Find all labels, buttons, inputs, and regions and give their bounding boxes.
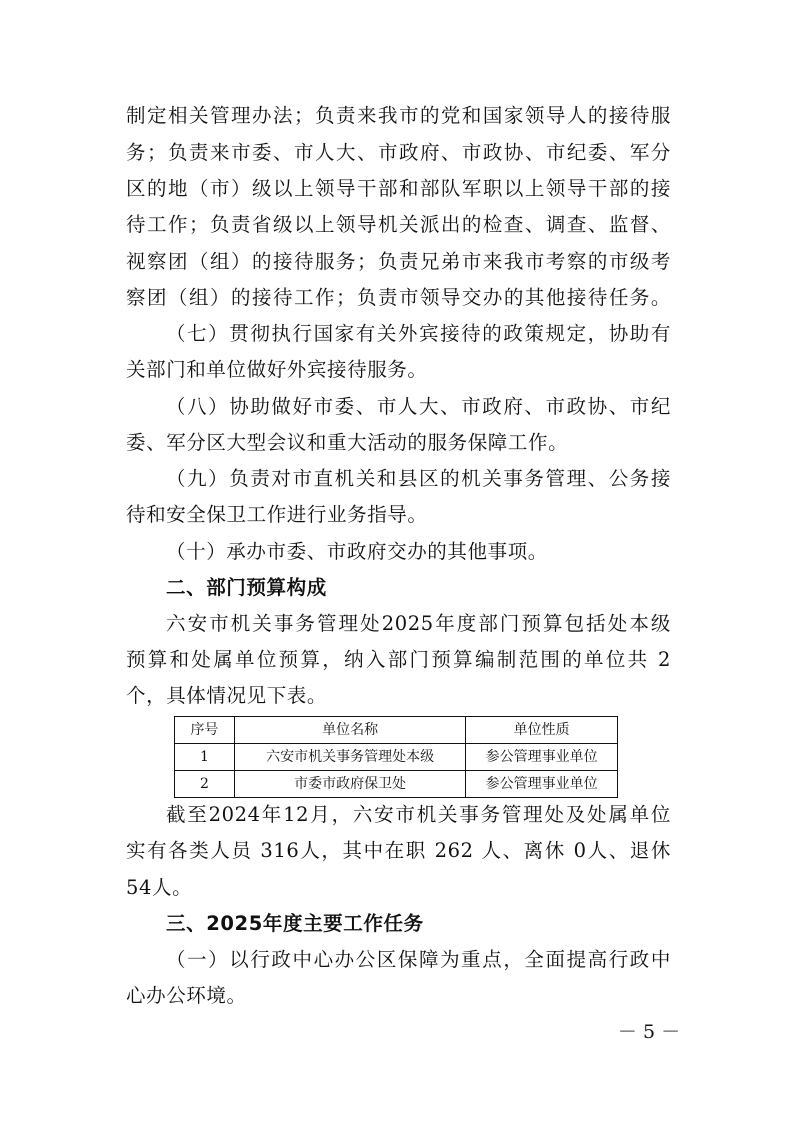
table-cell: 参公管理事业单位 — [466, 744, 618, 771]
paragraph-line: 委、军分区大型会议和重大活动的服务保障工作。 — [126, 431, 569, 454]
paragraph-line: 待工作；负责省级以上领导机关派出的检查、调查、监督、 — [126, 213, 671, 236]
column-header: 单位名称 — [234, 717, 465, 744]
table-cell: 六安市机关事务管理处本级 — [234, 744, 465, 771]
unit-table — [174, 716, 618, 798]
paragraph-line: 察团（组）的接待工作；负责市领导交办的其他接待任务。 — [126, 286, 671, 309]
page-number: － 5 － — [617, 1021, 681, 1043]
paragraph-line: （八）协助做好市委、市人大、市政府、市政协、市纪 — [166, 395, 671, 418]
paragraph-line: 关部门和单位做好外宾接待服务。 — [126, 358, 428, 381]
table-cell: 市委市政府保卫处 — [234, 771, 465, 798]
section-heading: 三、2025年度主要工作任务 — [166, 912, 424, 935]
paragraph-line: 54人。 — [126, 876, 193, 899]
paragraph-line: 区的地（市）级以上领导干部和部队军职以上领导干部的接 — [126, 177, 671, 200]
paragraph-line: 制定相关管理办法；负责来我市的党和国家领导人的接待服 — [126, 104, 671, 127]
paragraph-line: 待和安全保卫工作进行业务指导。 — [126, 503, 428, 526]
column-header: 序号 — [175, 717, 235, 744]
table-row — [175, 771, 618, 798]
paragraph-line: 六安市机关事务管理处2025年度部门预算包括处本级 — [166, 612, 671, 635]
section-heading: 二、部门预算构成 — [166, 576, 327, 599]
paragraph-line: （七）贯彻执行国家有关外宾接待的政策规定，协助有 — [166, 322, 671, 345]
paragraph-line: 截至2024年12月，六安市机关事务管理处及处属单位 — [166, 803, 671, 826]
paragraph-line: 心办公环境。 — [126, 984, 247, 1007]
column-header: 单位性质 — [466, 717, 618, 744]
paragraph-line: 实有各类人员 316人，其中在职 262 人、离休 0人、退休 — [126, 839, 671, 862]
paragraph-line: （九）负责对市直机关和县区的机关事务管理、公务接 — [166, 467, 671, 490]
paragraph-line: （一）以行政中心办公区保障为重点，全面提高行政中 — [166, 948, 671, 971]
table-cell: 2 — [175, 771, 235, 798]
table-row — [175, 744, 618, 771]
paragraph-line: 预算和处属单位预算，纳入部门预算编制范围的单位共 2 — [126, 648, 671, 671]
paragraph-line: 务；负责来市委、市人大、市政府、市政协、市纪委、军分 — [126, 141, 671, 164]
paragraph-line: （十）承办市委、市政府交办的其他事项。 — [166, 540, 548, 563]
table-cell: 参公管理事业单位 — [466, 771, 618, 798]
table-cell: 1 — [175, 744, 235, 771]
paragraph-line: 视察团（组）的接待服务；负责兄弟市来我市考察的市级考 — [126, 250, 671, 273]
paragraph-line: 个，具体情况见下表。 — [126, 684, 328, 707]
table-header-row — [175, 717, 618, 744]
